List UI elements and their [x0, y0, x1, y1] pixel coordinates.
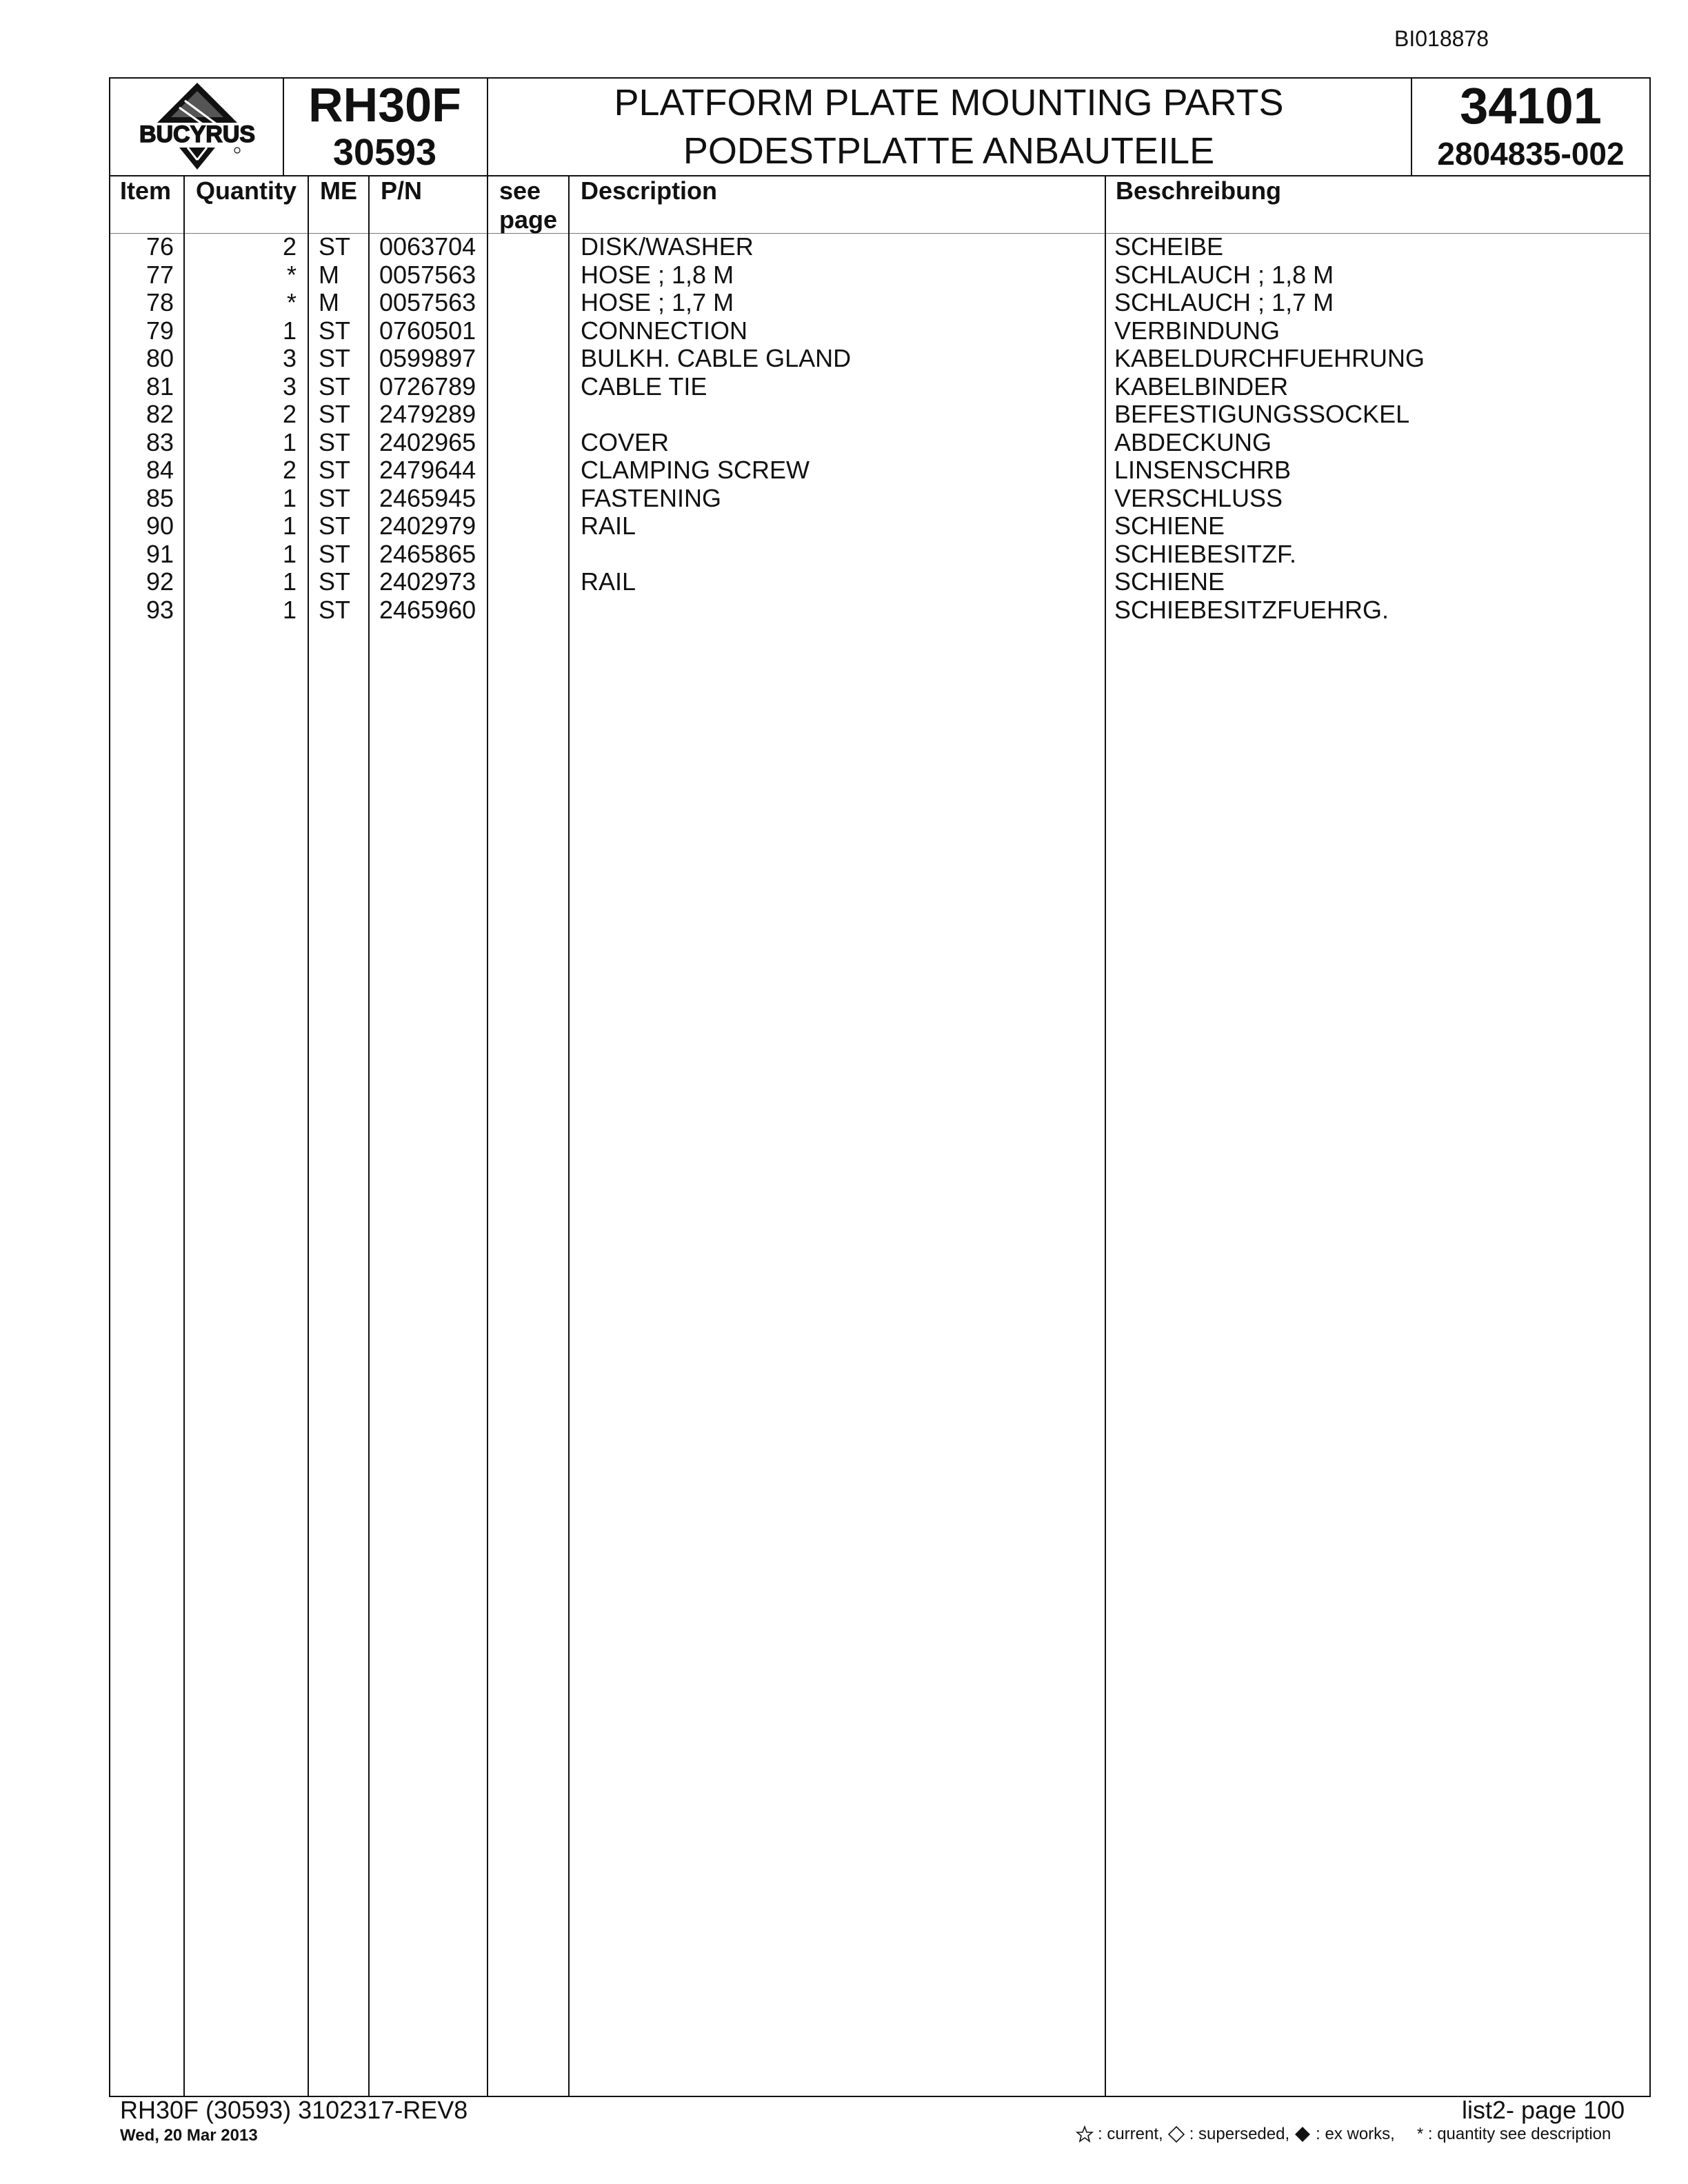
col-divider-item — [183, 175, 185, 2096]
header-item: Item — [120, 176, 172, 205]
legend-superseded: : superseded, — [1189, 2125, 1290, 2143]
cell-quantity: 2 — [282, 456, 297, 484]
cell-me: ST — [319, 567, 351, 596]
cell-description: HOSE ; 1,7 M — [581, 288, 734, 316]
serial-number: 30593 — [332, 132, 437, 173]
document-id: BI018878 — [1394, 26, 1489, 51]
cell-me: ST — [319, 512, 351, 540]
cell-description: HOSE ; 1,8 M — [581, 260, 734, 289]
diamond-filled-icon — [1294, 2125, 1312, 2143]
list-number: 2804835-002 — [1437, 136, 1625, 172]
cell-quantity: 3 — [282, 372, 297, 401]
cell-part-number: 0063704 — [379, 232, 476, 261]
cell-part-number: 0599897 — [379, 344, 476, 372]
cell-item: 92 — [145, 567, 174, 596]
cell-item: 90 — [145, 512, 174, 540]
bucyrus-logo — [116, 80, 279, 174]
cell-description: CONNECTION — [581, 316, 747, 345]
footer-document-ref: RH30F (30593) 3102317-REV8 — [120, 2096, 468, 2124]
cell-description: CABLE TIE — [581, 372, 707, 401]
group-number: 34101 — [1460, 77, 1602, 134]
cell-description: FASTENING — [581, 483, 722, 512]
cell-part-number: 2402973 — [379, 567, 476, 596]
cell-quantity: 1 — [282, 427, 297, 456]
cell-quantity: 1 — [282, 483, 297, 512]
cell-me: ST — [319, 539, 351, 568]
col-divider-pn — [487, 175, 488, 2096]
cell-quantity: 2 — [282, 400, 297, 428]
header-beschreibung: Beschreibung — [1116, 176, 1282, 205]
cell-quantity: 1 — [282, 567, 297, 596]
cell-me: ST — [319, 316, 351, 345]
cell-me: ST — [319, 344, 351, 372]
title-english: PLATFORM PLATE MOUNTING PARTS — [614, 82, 1284, 123]
cell-description: RAIL — [581, 512, 636, 540]
cell-beschreibung: KABELBINDER — [1114, 372, 1289, 401]
model-number: RH30F — [308, 78, 461, 132]
legend-ex-works: : ex works, — [1316, 2125, 1395, 2143]
footer-page-number: list2- page 100 — [1462, 2096, 1625, 2124]
legend-current: : current, — [1098, 2125, 1163, 2143]
cell-me: M — [319, 260, 339, 289]
header-quantity: Quantity — [196, 176, 297, 205]
cell-part-number: 2479289 — [379, 400, 476, 428]
cell-item: 77 — [145, 260, 174, 289]
cell-beschreibung: ABDECKUNG — [1114, 427, 1272, 456]
cell-quantity: 3 — [282, 344, 297, 372]
cell-me: ST — [319, 456, 351, 484]
header-see-page: see page — [499, 176, 558, 234]
cell-part-number: 0057563 — [379, 260, 476, 289]
cell-beschreibung: SCHLAUCH ; 1,8 M — [1114, 260, 1334, 289]
footer-date: Wed, 20 Mar 2013 — [120, 2126, 258, 2145]
cell-part-number: 2402979 — [379, 512, 476, 540]
cell-me: M — [319, 288, 339, 316]
col-divider-see — [568, 175, 570, 2096]
cell-beschreibung: VERSCHLUSS — [1114, 483, 1283, 512]
cell-part-number: 0057563 — [379, 288, 476, 316]
header-description: Description — [581, 176, 718, 205]
cell-beschreibung: SCHIEBESITZF. — [1114, 539, 1297, 568]
title-german: PODESTPLATTE ANBAUTEILE — [683, 130, 1215, 172]
cell-description: DISK/WASHER — [581, 232, 754, 261]
cell-item: 93 — [145, 595, 174, 624]
cell-me: ST — [319, 400, 351, 428]
cell-part-number: 2465945 — [379, 483, 476, 512]
cell-item: 79 — [145, 316, 174, 345]
cell-description: RAIL — [581, 567, 636, 596]
header-me: ME — [320, 176, 357, 205]
cell-description: COVER — [581, 427, 670, 456]
cell-item: 91 — [145, 539, 174, 568]
cell-item: 76 — [145, 232, 174, 261]
cell-part-number: 0760501 — [379, 316, 476, 345]
cell-item: 85 — [145, 483, 174, 512]
cell-me: ST — [319, 372, 351, 401]
cell-beschreibung: KABELDURCHFUEHRUNG — [1114, 344, 1425, 372]
cell-beschreibung: SCHEIBE — [1114, 232, 1224, 261]
cell-part-number: 2465865 — [379, 539, 476, 568]
cell-description: CLAMPING SCREW — [581, 456, 810, 484]
cell-beschreibung: VERBINDUNG — [1114, 316, 1280, 345]
cell-part-number: 0726789 — [379, 372, 476, 401]
legend-quantity: * : quantity see description — [1416, 2125, 1611, 2143]
cell-item: 80 — [145, 344, 174, 372]
cell-quantity: 1 — [282, 595, 297, 624]
header-pn: P/N — [381, 176, 423, 205]
cell-item: 84 — [145, 456, 174, 484]
cell-quantity: 1 — [282, 539, 297, 568]
cell-quantity: * — [286, 260, 297, 289]
cell-me: ST — [319, 483, 351, 512]
cell-item: 81 — [145, 372, 174, 401]
cell-description: BULKH. CABLE GLAND — [581, 344, 852, 372]
cell-part-number: 2479644 — [379, 456, 476, 484]
cell-quantity: 1 — [282, 316, 297, 345]
cell-part-number: 2465960 — [379, 595, 476, 624]
cell-quantity: 2 — [282, 232, 297, 261]
diamond-outline-icon — [1167, 2125, 1185, 2143]
cell-beschreibung: BEFESTIGUNGSSOCKEL — [1114, 400, 1410, 428]
cell-me: ST — [319, 595, 351, 624]
cell-me: ST — [319, 232, 351, 261]
cell-beschreibung: SCHIENE — [1114, 512, 1225, 540]
cell-beschreibung: LINSENSCHRB — [1114, 456, 1292, 484]
footer-legend — [1076, 2125, 1611, 2144]
cell-me: ST — [319, 427, 351, 456]
cell-beschreibung: SCHIEBESITZFUEHRG. — [1114, 595, 1389, 624]
cell-item: 78 — [145, 288, 174, 316]
cell-beschreibung: SCHLAUCH ; 1,7 M — [1114, 288, 1334, 316]
col-divider-desc — [1105, 175, 1106, 2096]
cell-quantity: 1 — [282, 512, 297, 540]
logo-wordmark: BUCYRUS — [139, 121, 256, 148]
col-divider-qty — [308, 175, 309, 2096]
cell-beschreibung: SCHIENE — [1114, 567, 1225, 596]
cell-part-number: 2402965 — [379, 427, 476, 456]
cell-item: 83 — [145, 427, 174, 456]
cell-item: 82 — [145, 400, 174, 428]
star-outline-icon — [1076, 2125, 1094, 2143]
cell-quantity: * — [286, 288, 297, 316]
